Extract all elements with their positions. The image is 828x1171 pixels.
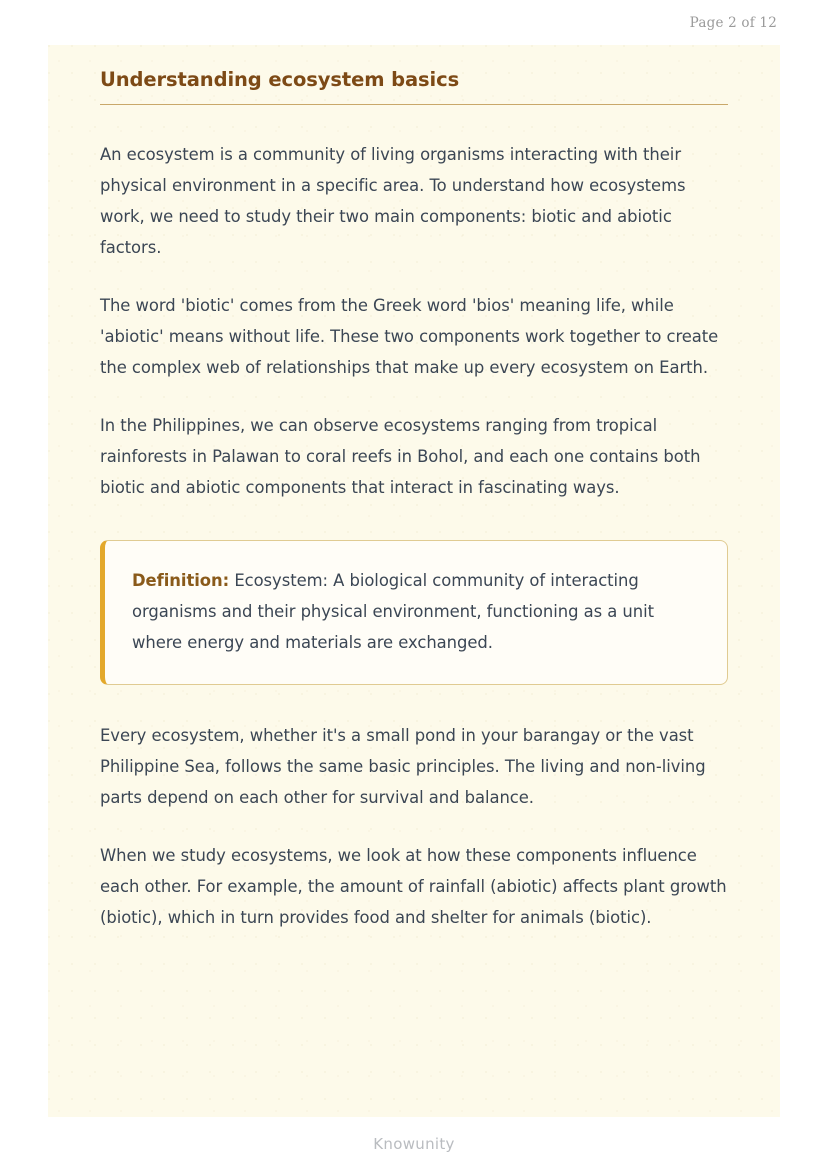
- footer-brand-watermark: Knowunity: [373, 1135, 455, 1153]
- paragraph-2: The word 'biotic' comes from the Greek word 'bios' meaning life, while 'abiotic' means without life. These two components work together to create the complex web of relationships that make up every ecosystem on Earth.: [100, 296, 719, 378]
- page-title: Understanding ecosystem basics: [100, 68, 460, 91]
- title-divider: [100, 104, 728, 105]
- definition-text: [132, 565, 699, 658]
- document-content-panel: [48, 45, 780, 1117]
- page-indicator: Page 2 of 12: [689, 14, 777, 31]
- definition-body: Ecosystem: A biological community of interacting organisms and their physical environment, functioning as a unit where energy and materials are exchanged.: [132, 571, 654, 653]
- paragraph-5: When we study ecosystems, we look at how these components influence each other. For example, the amount of rainfall (abiotic) affects plant growth (biotic), which in turn provides food and shelter for animals (biotic).: [100, 846, 727, 928]
- paragraph-3: In the Philippines, we can observe ecosystems ranging from tropical rainforests in Palawan to coral reefs in Bohol, and each one contains both biotic and abiotic components that interact in fascinating ways.: [100, 416, 701, 498]
- paragraph-4: Every ecosystem, whether it's a small pond in your barangay or the vast Philippine Sea, follows the same basic principles. The living and non-living parts depend on each other for survival and balance.: [100, 726, 706, 808]
- definition-label: Definition:: [132, 571, 230, 591]
- page-footer: [0, 1117, 828, 1171]
- page-header: [0, 0, 828, 45]
- paragraph-1: An ecosystem is a community of living organisms interacting with their physical environment in a specific area. To understand how ecosystems work, we need to study their two main components: biotic and abiotic factors.: [100, 145, 686, 258]
- definition-callout: [100, 540, 728, 685]
